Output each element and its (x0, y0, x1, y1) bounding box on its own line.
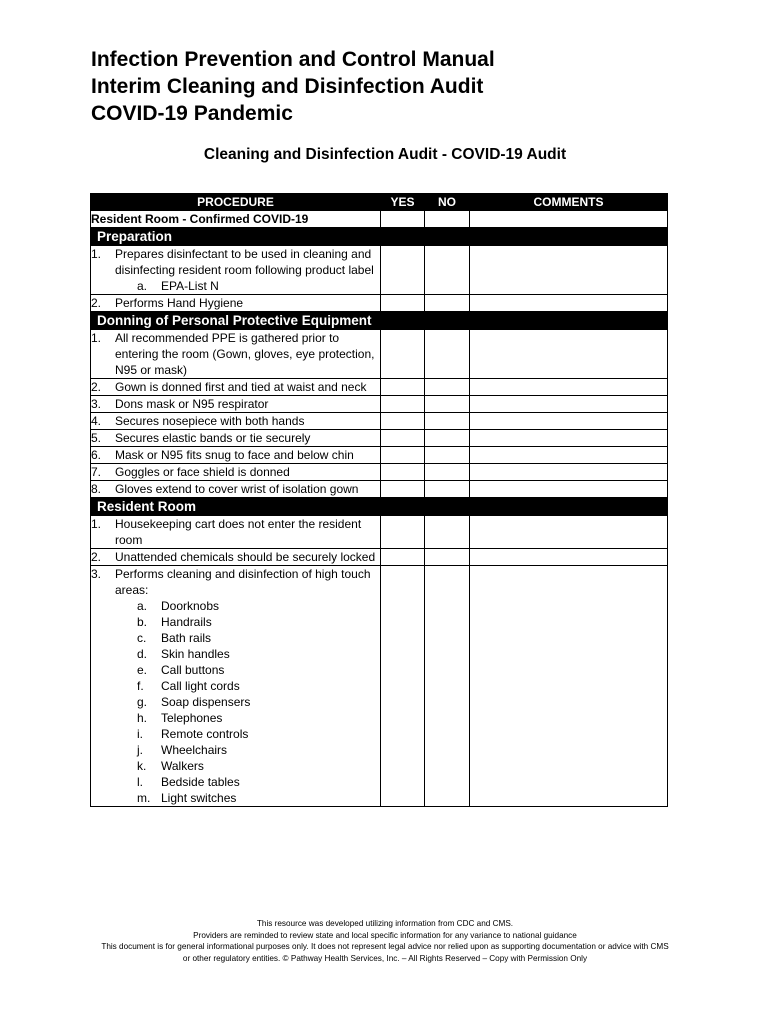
procedure-item (91, 549, 380, 565)
procedure-subitem (91, 790, 380, 806)
comments-cell[interactable] (470, 464, 668, 481)
item-text: Gown is donned first and tied at waist and neck (115, 380, 367, 394)
audit-row (91, 481, 668, 498)
procedure-cell (91, 566, 381, 807)
subitem-text: Telephones (161, 711, 223, 725)
item-text: Housekeeping cart does not enter the resident room (115, 517, 362, 547)
comments-cell[interactable] (470, 430, 668, 447)
subitem-letter: f. (137, 679, 144, 693)
procedure-item (91, 464, 380, 480)
procedure-item (91, 430, 380, 446)
subitem-text: Walkers (161, 759, 204, 773)
no-cell[interactable] (425, 464, 470, 481)
item-text: Performs cleaning and disinfection of high touch areas: (115, 567, 371, 597)
item-number: 1. (91, 517, 102, 531)
yes-cell[interactable] (381, 549, 425, 566)
item-number: 2. (91, 550, 102, 564)
comments-cell[interactable] (470, 211, 668, 228)
footer-line: or other regulatory entities. © Pathway Health Services, Inc. – All Rights Reserved – Copy with Permission Only (182, 953, 588, 963)
comments-cell[interactable] (470, 566, 668, 807)
comments-cell[interactable] (470, 516, 668, 549)
subitem-text: Wheelchairs (161, 743, 228, 757)
procedure-item (91, 413, 380, 429)
procedure-cell (91, 549, 381, 566)
subitem-text: EPA-List N (161, 279, 219, 293)
subitem-text: Bath rails (161, 631, 212, 645)
yes-cell[interactable] (381, 516, 425, 549)
item-text: Gloves extend to cover wrist of isolation gown (115, 482, 359, 496)
no-cell[interactable] (425, 481, 470, 498)
header-yes: YES (381, 194, 425, 211)
procedure-subitem (91, 614, 380, 630)
subitem-text: Soap dispensers (161, 695, 251, 709)
subitem-text: Remote controls (161, 727, 249, 741)
item-text: Prepares disinfectant to be used in cleaning and disinfecting resident room following product label (115, 247, 374, 277)
procedure-cell (91, 295, 381, 312)
item-text: Secures elastic bands or tie securely (115, 431, 311, 445)
no-cell[interactable] (425, 211, 470, 228)
procedure-cell (91, 330, 381, 379)
procedure-subitem (91, 598, 380, 614)
subitem-letter: b. (137, 615, 148, 629)
audit-row (91, 516, 668, 549)
comments-cell[interactable] (470, 549, 668, 566)
subitem-letter: i. (137, 727, 143, 741)
comments-cell[interactable] (470, 396, 668, 413)
footer-line: Providers are reminded to review state and local specific information for any variance to national guidance (193, 930, 577, 940)
item-text: Dons mask or N95 respirator (115, 397, 269, 411)
yes-cell[interactable] (381, 330, 425, 379)
subitem-letter: k. (137, 759, 147, 773)
procedure-cell (91, 481, 381, 498)
no-cell[interactable] (425, 246, 470, 295)
footer-line: This document is for general informational purposes only. It does not represent legal advice nor relied upon as supporting documentation or advice with CMS (101, 942, 669, 951)
yes-cell[interactable] (381, 481, 425, 498)
item-number: 3. (91, 397, 102, 411)
subitem-text: Skin handles (161, 647, 230, 661)
header-comments: COMMENTS (470, 194, 668, 211)
procedure-item (91, 447, 380, 463)
procedure-subitem (91, 630, 380, 646)
subitem-text: Bedside tables (161, 775, 240, 789)
yes-cell[interactable] (381, 379, 425, 396)
footer-line: This resource was developed utilizing information from CDC and CMS. (256, 919, 514, 928)
section-header-row (91, 312, 668, 330)
procedure-item (91, 396, 380, 412)
comments-cell[interactable] (470, 246, 668, 295)
procedure-subitem (91, 742, 380, 758)
no-cell[interactable] (425, 330, 470, 379)
audit-row (91, 464, 668, 481)
audit-subtitle: Cleaning and Disinfection Audit - COVID-19 Audit (203, 146, 567, 163)
section-title: Preparation (91, 228, 668, 246)
item-number: 3. (91, 567, 102, 581)
audit-row (91, 330, 668, 379)
audit-row (91, 413, 668, 430)
audit-row (91, 549, 668, 566)
audit-row (91, 379, 668, 396)
item-number: 1. (91, 331, 102, 345)
yes-cell[interactable] (381, 430, 425, 447)
yes-cell[interactable] (381, 464, 425, 481)
item-number: 7. (91, 465, 102, 479)
procedure-subitem (91, 758, 380, 774)
yes-cell[interactable] (381, 396, 425, 413)
audit-body (91, 211, 668, 807)
comments-cell[interactable] (470, 295, 668, 312)
subitem-text: Light switches (161, 791, 237, 805)
section-header-row (91, 228, 668, 246)
comments-cell[interactable] (470, 481, 668, 498)
procedure-subitem (91, 774, 380, 790)
item-number: 2. (91, 296, 102, 310)
subitem-letter: g. (137, 695, 148, 709)
section-title: Donning of Personal Protective Equipment (91, 312, 668, 330)
title-line: Interim Cleaning and Disinfection Audit (91, 75, 484, 98)
procedure-cell (91, 379, 381, 396)
procedure-cell (91, 516, 381, 549)
yes-cell[interactable] (381, 566, 425, 807)
subitem-letter: a. (137, 279, 148, 293)
procedure-subitem (91, 678, 380, 694)
room-subheader: Resident Room - Confirmed COVID-19 (91, 211, 381, 228)
item-number: 6. (91, 448, 102, 462)
no-cell[interactable] (425, 379, 470, 396)
document-title (91, 46, 495, 127)
procedure-subitem (91, 662, 380, 678)
no-cell[interactable] (425, 566, 470, 807)
subitem-letter: h. (137, 711, 148, 725)
procedure-subitem (91, 726, 380, 742)
footer (0, 918, 770, 964)
audit-row (91, 447, 668, 464)
audit-row (91, 396, 668, 413)
procedure-cell (91, 430, 381, 447)
no-cell[interactable] (425, 549, 470, 566)
procedure-cell (91, 413, 381, 430)
subitem-text: Doorknobs (161, 599, 220, 613)
subitem-letter: l. (137, 775, 143, 789)
comments-cell[interactable] (470, 447, 668, 464)
subitem-letter: a. (137, 599, 148, 613)
subitem-letter: d. (137, 647, 148, 661)
subitem-text: Handrails (161, 615, 212, 629)
item-text: Performs Hand Hygiene (115, 296, 244, 310)
header-procedure: PROCEDURE (91, 194, 381, 211)
yes-cell[interactable] (381, 211, 425, 228)
audit-row (91, 246, 668, 295)
item-text: Mask or N95 fits snug to face and below chin (115, 448, 354, 462)
audit-row (91, 566, 668, 807)
comments-cell[interactable] (470, 379, 668, 396)
audit-row (91, 430, 668, 447)
section-title: Resident Room (91, 498, 668, 516)
item-number: 8. (91, 482, 102, 496)
yes-cell[interactable] (381, 413, 425, 430)
section-header-row (91, 498, 668, 516)
item-text: Goggles or face shield is donned (115, 465, 290, 479)
item-number: 1. (91, 247, 102, 261)
comments-cell[interactable] (470, 413, 668, 430)
procedure-cell (91, 246, 381, 295)
item-text: Secures nosepiece with both hands (115, 414, 305, 428)
item-text: All recommended PPE is gathered prior to entering the room (Gown, gloves, eye protection, N95 or mask) (115, 331, 375, 377)
item-number: 2. (91, 380, 102, 394)
item-number: 5. (91, 431, 102, 445)
no-cell[interactable] (425, 516, 470, 549)
procedure-cell (91, 447, 381, 464)
title-line: COVID-19 Pandemic (91, 102, 293, 125)
item-text: Unattended chemicals should be securely locked (115, 550, 376, 564)
procedure-item (91, 566, 380, 598)
subitem-letter: c. (137, 631, 147, 645)
subitem-text: Call buttons (161, 663, 225, 677)
procedure-item (91, 379, 380, 395)
no-cell[interactable] (425, 413, 470, 430)
procedure-subitem (91, 694, 380, 710)
title-line: Infection Prevention and Control Manual (91, 48, 495, 71)
subitem-letter: m. (137, 791, 151, 805)
item-number: 4. (91, 414, 102, 428)
audit-table (90, 193, 668, 807)
yes-cell[interactable] (381, 447, 425, 464)
procedure-item (91, 246, 380, 278)
no-cell[interactable] (425, 430, 470, 447)
yes-cell[interactable] (381, 295, 425, 312)
procedure-item (91, 481, 380, 497)
subitem-letter: e. (137, 663, 148, 677)
procedure-subitem (91, 710, 380, 726)
no-cell[interactable] (425, 447, 470, 464)
audit-row (91, 295, 668, 312)
subitem-letter: j. (137, 743, 143, 757)
no-cell[interactable] (425, 295, 470, 312)
procedure-cell (91, 396, 381, 413)
header-no: NO (425, 194, 470, 211)
procedure-subitem (91, 646, 380, 662)
no-cell[interactable] (425, 396, 470, 413)
comments-cell[interactable] (470, 330, 668, 379)
subitem-text: Call light cords (161, 679, 240, 693)
procedure-item (91, 330, 380, 378)
procedure-subitem (91, 278, 380, 294)
procedure-item (91, 516, 380, 548)
yes-cell[interactable] (381, 246, 425, 295)
procedure-item (91, 295, 380, 311)
procedure-cell (91, 464, 381, 481)
